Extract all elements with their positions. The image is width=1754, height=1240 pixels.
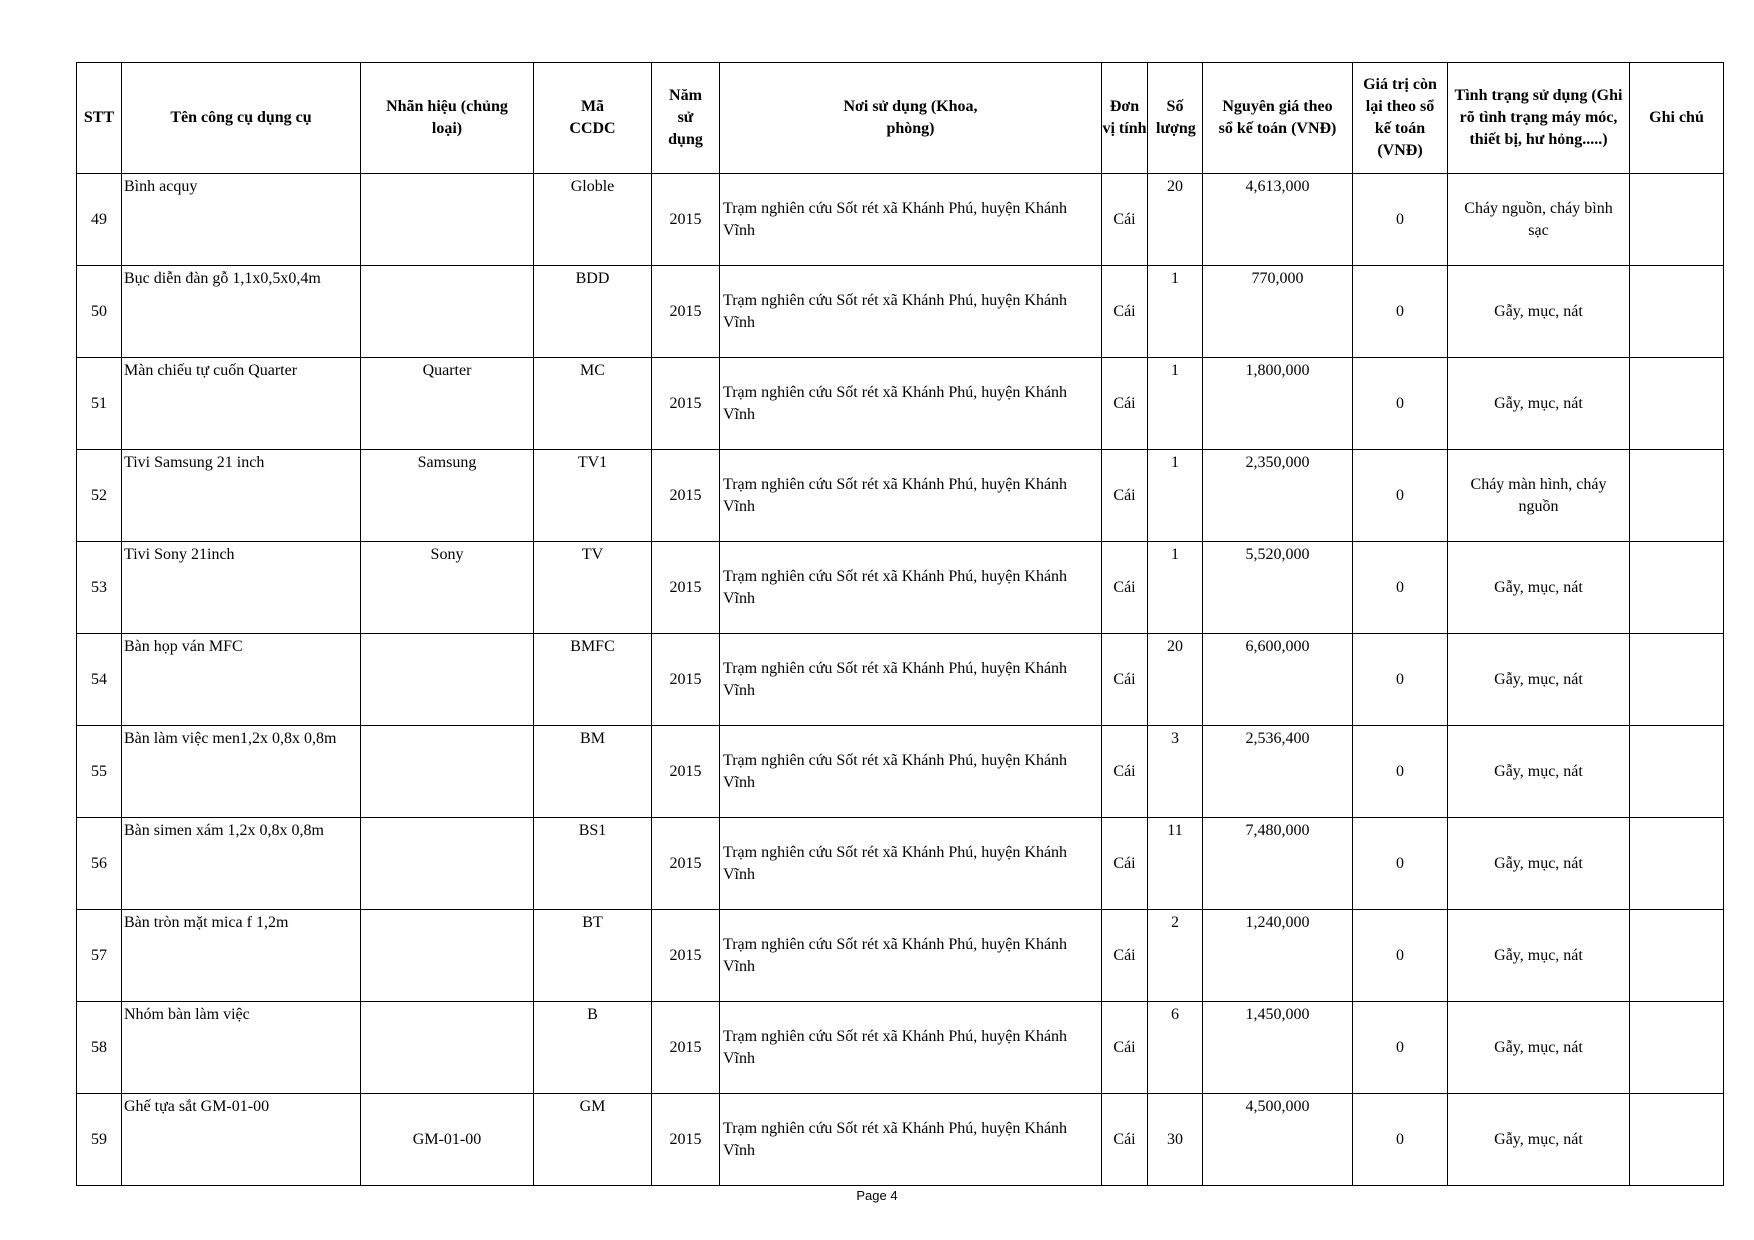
tool-name-cell: Bàn tròn mặt mica f 1,2m xyxy=(122,910,361,1002)
place-cell: Trạm nghiên cứu Sốt rét xã Khánh Phú, huyện Khánh Vĩnh xyxy=(720,450,1102,542)
year-cell: 2015 xyxy=(652,358,720,450)
remaining-value-cell: 0 xyxy=(1353,726,1448,818)
status-cell: Gẫy, mục, nát xyxy=(1448,1094,1630,1186)
page-number: Page 4 xyxy=(856,1188,898,1203)
year-cell: 2015 xyxy=(652,1002,720,1094)
status-cell: Gẫy, mục, nát xyxy=(1448,1002,1630,1094)
place-cell: Trạm nghiên cứu Sốt rét xã Khánh Phú, huyện Khánh Vĩnh xyxy=(720,910,1102,1002)
stt-cell: 54 xyxy=(77,634,122,726)
note-cell xyxy=(1630,1094,1724,1186)
tool-name-cell: Bàn simen xám 1,2x 0,8x 0,8m xyxy=(122,818,361,910)
original-price-cell: 1,450,000 xyxy=(1203,1002,1353,1094)
remaining-value-cell: 0 xyxy=(1353,450,1448,542)
status-cell: Cháy màn hình, cháy nguồn xyxy=(1448,450,1630,542)
stt-cell: 55 xyxy=(77,726,122,818)
remaining-value-cell: 0 xyxy=(1353,1094,1448,1186)
original-price-cell: 5,520,000 xyxy=(1203,542,1353,634)
table-row xyxy=(77,266,1724,358)
stt-cell: 57 xyxy=(77,910,122,1002)
quantity-cell: 11 xyxy=(1148,818,1203,910)
unit-cell: Cái xyxy=(1102,450,1148,542)
quantity-cell: 1 xyxy=(1148,358,1203,450)
year-cell: 2015 xyxy=(652,910,720,1002)
note-cell xyxy=(1630,634,1724,726)
quantity-cell: 30 xyxy=(1148,1094,1203,1186)
tool-name-cell: Ghế tựa sắt GM-01-00 xyxy=(122,1094,361,1186)
unit-cell: Cái xyxy=(1102,910,1148,1002)
brand-cell: Sony xyxy=(361,542,534,634)
year-cell: 2015 xyxy=(652,634,720,726)
header-place: Nơi sử dụng (Khoa, phòng) xyxy=(720,63,1102,174)
place-cell: Trạm nghiên cứu Sốt rét xã Khánh Phú, huyện Khánh Vĩnh xyxy=(720,818,1102,910)
table-row xyxy=(77,542,1724,634)
note-cell xyxy=(1630,174,1724,266)
brand-cell: Samsung xyxy=(361,450,534,542)
status-cell: Cháy nguồn, cháy bình sạc xyxy=(1448,174,1630,266)
note-cell xyxy=(1630,726,1724,818)
header-row xyxy=(77,63,1724,174)
note-cell xyxy=(1630,450,1724,542)
unit-cell: Cái xyxy=(1102,726,1148,818)
tool-name-cell: Bàn làm việc men1,2x 0,8x 0,8m xyxy=(122,726,361,818)
quantity-cell: 20 xyxy=(1148,634,1203,726)
code-cell: GM xyxy=(534,1094,652,1186)
stt-cell: 58 xyxy=(77,1002,122,1094)
year-cell: 2015 xyxy=(652,1094,720,1186)
quantity-cell: 1 xyxy=(1148,542,1203,634)
tool-name-cell: Tivi Samsung 21 inch xyxy=(122,450,361,542)
status-cell: Gẫy, mục, nát xyxy=(1448,910,1630,1002)
header-remaining-value: Giá trị còn lại theo sổ kế toán (VNĐ) xyxy=(1353,63,1448,174)
place-cell: Trạm nghiên cứu Sốt rét xã Khánh Phú, huyện Khánh Vĩnh xyxy=(720,358,1102,450)
remaining-value-cell: 0 xyxy=(1353,266,1448,358)
unit-cell: Cái xyxy=(1102,542,1148,634)
brand-cell xyxy=(361,266,534,358)
status-cell: Gẫy, mục, nát xyxy=(1448,358,1630,450)
tool-name-cell: Bình acquy xyxy=(122,174,361,266)
brand-cell xyxy=(361,910,534,1002)
header-stt: STT xyxy=(77,63,122,174)
note-cell xyxy=(1630,910,1724,1002)
table-row xyxy=(77,1002,1724,1094)
header-code: Mã CCDC xyxy=(534,63,652,174)
note-cell xyxy=(1630,358,1724,450)
code-cell: B xyxy=(534,1002,652,1094)
remaining-value-cell: 0 xyxy=(1353,818,1448,910)
tool-name-cell: Nhóm bàn làm việc xyxy=(122,1002,361,1094)
quantity-cell: 3 xyxy=(1148,726,1203,818)
table-row xyxy=(77,1094,1724,1186)
header-year: Năm sử dụng xyxy=(652,63,720,174)
tool-name-cell: Tivi Sony 21inch xyxy=(122,542,361,634)
header-note: Ghi chú xyxy=(1630,63,1724,174)
original-price-cell: 7,480,000 xyxy=(1203,818,1353,910)
original-price-cell: 2,536,400 xyxy=(1203,726,1353,818)
place-cell: Trạm nghiên cứu Sốt rét xã Khánh Phú, huyện Khánh Vĩnh xyxy=(720,266,1102,358)
stt-cell: 49 xyxy=(77,174,122,266)
remaining-value-cell: 0 xyxy=(1353,1002,1448,1094)
stt-cell: 53 xyxy=(77,542,122,634)
table-row xyxy=(77,910,1724,1002)
brand-cell: GM-01-00 xyxy=(361,1094,534,1186)
unit-cell: Cái xyxy=(1102,1002,1148,1094)
stt-cell: 52 xyxy=(77,450,122,542)
year-cell: 2015 xyxy=(652,174,720,266)
brand-cell xyxy=(361,174,534,266)
header-brand: Nhãn hiệu (chủng loại) xyxy=(361,63,534,174)
status-cell: Gẫy, mục, nát xyxy=(1448,542,1630,634)
asset-inventory-table xyxy=(76,62,1724,1186)
code-cell: Globle xyxy=(534,174,652,266)
original-price-cell: 4,500,000 xyxy=(1203,1094,1353,1186)
brand-cell xyxy=(361,1002,534,1094)
table-row xyxy=(77,634,1724,726)
code-cell: BDD xyxy=(534,266,652,358)
quantity-cell: 20 xyxy=(1148,174,1203,266)
unit-cell: Cái xyxy=(1102,266,1148,358)
header-status: Tình trạng sử dụng (Ghi rõ tình trạng máy móc, thiết bị, hư hỏng.....) xyxy=(1448,63,1630,174)
place-cell: Trạm nghiên cứu Sốt rét xã Khánh Phú, huyện Khánh Vĩnh xyxy=(720,1002,1102,1094)
stt-cell: 51 xyxy=(77,358,122,450)
code-cell: BM xyxy=(534,726,652,818)
code-cell: BS1 xyxy=(534,818,652,910)
code-cell: TV xyxy=(534,542,652,634)
place-cell: Trạm nghiên cứu Sốt rét xã Khánh Phú, huyện Khánh Vĩnh xyxy=(720,634,1102,726)
original-price-cell: 4,613,000 xyxy=(1203,174,1353,266)
brand-cell xyxy=(361,818,534,910)
stt-cell: 50 xyxy=(77,266,122,358)
status-cell: Gẫy, mục, nát xyxy=(1448,818,1630,910)
header-quantity: Số lượng xyxy=(1148,63,1203,174)
stt-cell: 56 xyxy=(77,818,122,910)
place-cell: Trạm nghiên cứu Sốt rét xã Khánh Phú, huyện Khánh Vĩnh xyxy=(720,726,1102,818)
note-cell xyxy=(1630,818,1724,910)
remaining-value-cell: 0 xyxy=(1353,358,1448,450)
table-row xyxy=(77,450,1724,542)
original-price-cell: 770,000 xyxy=(1203,266,1353,358)
remaining-value-cell: 0 xyxy=(1353,634,1448,726)
code-cell: TV1 xyxy=(534,450,652,542)
note-cell xyxy=(1630,1002,1724,1094)
code-cell: BT xyxy=(534,910,652,1002)
status-cell: Gẫy, mục, nát xyxy=(1448,726,1630,818)
header-unit: Đơn vị tính xyxy=(1102,63,1148,174)
header-original-price: Nguyên giá theo sổ kế toán (VNĐ) xyxy=(1203,63,1353,174)
note-cell xyxy=(1630,266,1724,358)
unit-cell: Cái xyxy=(1102,1094,1148,1186)
place-cell: Trạm nghiên cứu Sốt rét xã Khánh Phú, huyện Khánh Vĩnh xyxy=(720,542,1102,634)
table-row xyxy=(77,726,1724,818)
remaining-value-cell: 0 xyxy=(1353,542,1448,634)
table-row xyxy=(77,358,1724,450)
brand-cell xyxy=(361,726,534,818)
quantity-cell: 6 xyxy=(1148,1002,1203,1094)
table-row xyxy=(77,174,1724,266)
tool-name-cell: Bục diễn đàn gỗ 1,1x0,5x0,4m xyxy=(122,266,361,358)
year-cell: 2015 xyxy=(652,266,720,358)
quantity-cell: 1 xyxy=(1148,266,1203,358)
original-price-cell: 1,240,000 xyxy=(1203,910,1353,1002)
stt-cell: 59 xyxy=(77,1094,122,1186)
table-row xyxy=(77,818,1724,910)
tool-name-cell: Bàn họp ván MFC xyxy=(122,634,361,726)
year-cell: 2015 xyxy=(652,818,720,910)
quantity-cell: 1 xyxy=(1148,450,1203,542)
tool-name-cell: Màn chiếu tự cuốn Quarter xyxy=(122,358,361,450)
place-cell: Trạm nghiên cứu Sốt rét xã Khánh Phú, huyện Khánh Vĩnh xyxy=(720,174,1102,266)
brand-cell: Quarter xyxy=(361,358,534,450)
unit-cell: Cái xyxy=(1102,174,1148,266)
remaining-value-cell: 0 xyxy=(1353,910,1448,1002)
original-price-cell: 1,800,000 xyxy=(1203,358,1353,450)
unit-cell: Cái xyxy=(1102,634,1148,726)
unit-cell: Cái xyxy=(1102,358,1148,450)
year-cell: 2015 xyxy=(652,450,720,542)
header-tool-name: Tên công cụ dụng cụ xyxy=(122,63,361,174)
original-price-cell: 2,350,000 xyxy=(1203,450,1353,542)
status-cell: Gẫy, mục, nát xyxy=(1448,266,1630,358)
code-cell: MC xyxy=(534,358,652,450)
code-cell: BMFC xyxy=(534,634,652,726)
status-cell: Gẫy, mục, nát xyxy=(1448,634,1630,726)
original-price-cell: 6,600,000 xyxy=(1203,634,1353,726)
brand-cell xyxy=(361,634,534,726)
note-cell xyxy=(1630,542,1724,634)
remaining-value-cell: 0 xyxy=(1353,174,1448,266)
quantity-cell: 2 xyxy=(1148,910,1203,1002)
place-cell: Trạm nghiên cứu Sốt rét xã Khánh Phú, huyện Khánh Vĩnh xyxy=(720,1094,1102,1186)
year-cell: 2015 xyxy=(652,726,720,818)
unit-cell: Cái xyxy=(1102,818,1148,910)
year-cell: 2015 xyxy=(652,542,720,634)
